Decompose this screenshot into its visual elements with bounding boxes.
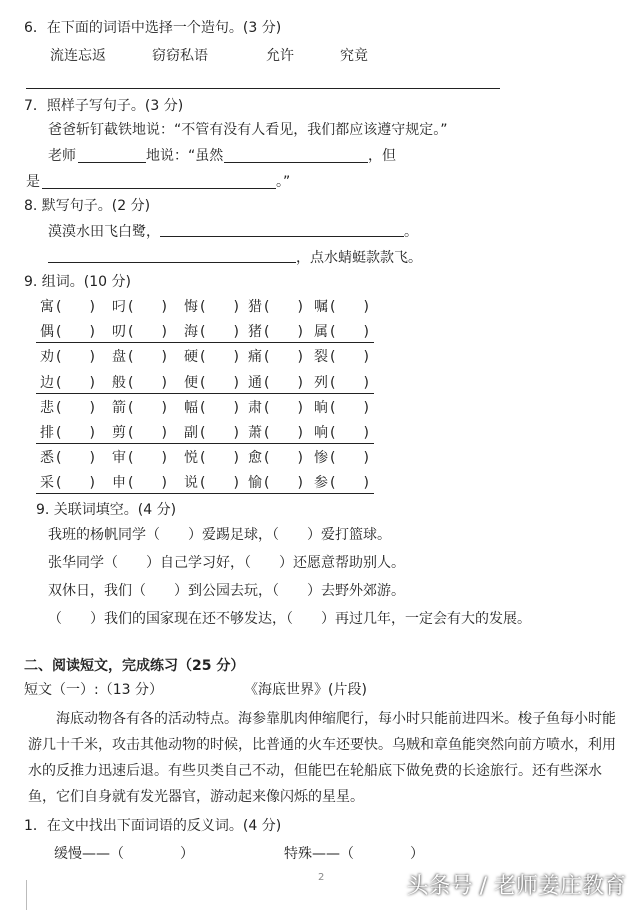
word-grid-row: [40, 372, 380, 394]
word-grid-paren[interactable]: ( ): [330, 299, 369, 315]
q8-line1: 漠漠水田飞白鹭，: [48, 224, 160, 240]
word-grid-cell[interactable]: 悦: [184, 450, 198, 467]
word-grid-paren[interactable]: ( ): [56, 425, 95, 441]
word-grid-underline: [36, 493, 374, 494]
word-grid-cell[interactable]: 盘: [112, 349, 126, 366]
q9-title: 9. 组词。(10 分): [24, 274, 131, 290]
word-grid-paren[interactable]: ( ): [128, 399, 167, 416]
word-grid-cell[interactable]: 属: [314, 324, 328, 341]
word-grid-cell[interactable]: 叼: [112, 299, 126, 315]
word-grid-cell[interactable]: 剪: [112, 425, 126, 441]
word-grid-cell[interactable]: 悔: [184, 299, 198, 315]
q8-line1-end: 。: [404, 224, 418, 240]
word-grid-cell[interactable]: 说: [184, 475, 198, 492]
reading-q1-b[interactable]: 特殊——（ ）: [284, 846, 424, 862]
word-grid-paren[interactable]: ( ): [200, 299, 239, 315]
word-grid-cell[interactable]: 硬: [184, 349, 198, 366]
word-grid-paren[interactable]: ( ): [264, 450, 303, 467]
q7-example: 爸爸斩钉截铁地说：“不管有没有人看见，我们都应该遵守规定。”: [48, 122, 448, 138]
word-grid-paren[interactable]: ( ): [330, 324, 369, 341]
word-grid-paren[interactable]: ( ): [128, 299, 167, 315]
page-number: 2: [318, 872, 325, 883]
q7-line2-a: 是: [26, 174, 40, 190]
word-grid-paren[interactable]: ( ): [200, 374, 239, 391]
q8-blank-1[interactable]: [160, 236, 404, 237]
q6-word-3: 允许: [266, 48, 294, 64]
word-grid-paren[interactable]: ( ): [128, 425, 167, 441]
word-grid-paren[interactable]: ( ): [200, 324, 239, 341]
word-grid-cell[interactable]: 海: [184, 324, 198, 341]
word-grid-cell[interactable]: 猎: [248, 299, 262, 315]
reading-paragraph: 海底动物各有各的活动特点。海参靠肌肉伸缩爬行，每小时只能前进四米。梭子鱼每小时能游几十千米，攻击其他动物的时候，比普通的火车还要快。乌贼和章鱼能突然向前方喷水，利用水的反推力迅速后退。有些贝类自己不动，但能巴在轮船底下做免费的长途旅行。还有些深水鱼，它们自身就有发光器官，游动起来像闪烁的星星。: [28, 711, 616, 805]
word-grid-cell[interactable]: 列: [314, 374, 328, 391]
q7-blank-1[interactable]: [78, 162, 146, 163]
word-grid-cell[interactable]: 痛: [248, 349, 262, 366]
word-grid-paren[interactable]: ( ): [330, 374, 369, 391]
word-grid-paren[interactable]: ( ): [128, 450, 167, 467]
q7-blank-3[interactable]: [42, 188, 276, 189]
word-grid-paren[interactable]: ( ): [264, 425, 303, 441]
reading-q1-title: 1．在文中找出下面词语的反义词。(4 分): [24, 818, 282, 834]
q6-title: 6．在下面的词语中选择一个造句。(3 分): [24, 20, 282, 36]
word-grid-cell[interactable]: 采: [40, 475, 54, 492]
q7-blank-2[interactable]: [224, 162, 368, 163]
q9b-line-1: 我班的杨帆同学（ ）爱踢足球，（ ）爱打篮球。: [48, 527, 391, 543]
q6-word-4: 究竟: [340, 48, 368, 64]
word-grid-paren[interactable]: ( ): [56, 475, 95, 492]
q9b-line-2: 张华同学（ ）自己学习好，（ ）还愿意帮助别人。: [48, 555, 405, 571]
word-grid-paren[interactable]: ( ): [56, 349, 95, 366]
word-grid-paren[interactable]: ( ): [200, 475, 239, 492]
word-grid-cell[interactable]: 幅: [184, 399, 198, 416]
word-grid-cell[interactable]: 偶: [40, 324, 54, 341]
q8-blank-2[interactable]: [48, 262, 296, 263]
word-grid-paren[interactable]: ( ): [264, 475, 303, 492]
q9b-line-4: （ ）我们的国家现在还不够发达，（ ）再过几年，一定会有大的发展。: [48, 611, 531, 627]
word-grid-cell[interactable]: 愉: [248, 475, 262, 492]
q6-answer-line[interactable]: [26, 88, 500, 89]
q9b-title: 9. 关联词填空。(4 分): [36, 502, 177, 518]
word-grid-cell[interactable]: 叨: [112, 324, 126, 341]
word-grid-paren[interactable]: ( ): [264, 324, 303, 341]
q9b-line-3: 双休日，我们（ ）到公园去玩，（ ）去野外郊游。: [48, 583, 405, 599]
word-grid-row: [40, 296, 380, 318]
q7-line1-c: ，但: [368, 148, 396, 164]
q7-line1-b: 地说：“虽然: [146, 148, 224, 164]
word-grid-paren[interactable]: ( ): [264, 399, 303, 416]
word-grid-row: [40, 472, 380, 494]
word-grid-cell[interactable]: 通: [248, 374, 262, 391]
word-grid-paren[interactable]: ( ): [330, 475, 369, 492]
word-grid-paren[interactable]: ( ): [264, 374, 303, 391]
word-grid-paren[interactable]: ( ): [200, 399, 239, 416]
word-grid-paren[interactable]: ( ): [56, 374, 95, 391]
reading-q1-a[interactable]: 缓慢——（ ）: [54, 846, 194, 862]
word-grid-cell[interactable]: 般: [112, 374, 126, 391]
word-grid-cell[interactable]: 便: [184, 374, 198, 391]
word-grid-paren[interactable]: ( ): [330, 425, 369, 441]
word-grid-row: [40, 447, 380, 469]
word-grid-cell[interactable]: 猪: [248, 324, 262, 341]
word-grid-cell[interactable]: 副: [184, 425, 198, 441]
word-grid-underline: [36, 443, 374, 444]
word-grid-row: [40, 397, 380, 419]
word-grid-paren[interactable]: ( ): [128, 324, 167, 341]
word-grid-paren[interactable]: ( ): [200, 450, 239, 467]
word-grid-cell[interactable]: 响: [314, 425, 328, 441]
word-grid-paren[interactable]: ( ): [56, 299, 95, 315]
word-grid-paren[interactable]: ( ): [264, 299, 303, 315]
word-grid-cell[interactable]: 申: [112, 475, 126, 492]
word-grid-cell[interactable]: 寓: [40, 299, 54, 315]
word-grid-paren[interactable]: ( ): [330, 450, 369, 467]
word-grid-cell[interactable]: 萧: [248, 425, 262, 441]
q6-word-1: 流连忘返: [50, 48, 106, 64]
q8-title: 8. 默写句子。(2 分): [24, 198, 151, 214]
word-grid-cell[interactable]: 惨: [314, 450, 328, 467]
word-grid-cell[interactable]: 肃: [248, 399, 262, 416]
section2-title: 二、阅读短文，完成练习（25 分）: [24, 658, 245, 674]
word-grid-row: [40, 346, 380, 368]
watermark: 头条号 / 老师姜庄教育: [406, 874, 626, 899]
word-grid-cell[interactable]: 愈: [248, 450, 262, 467]
word-grid-cell[interactable]: 裂: [314, 349, 328, 366]
word-grid-paren[interactable]: ( ): [200, 425, 239, 441]
word-grid-cell[interactable]: 审: [112, 450, 126, 467]
word-grid-paren[interactable]: ( ): [128, 349, 167, 366]
word-grid-paren[interactable]: ( ): [330, 349, 369, 366]
word-grid-cell[interactable]: 劝: [40, 349, 54, 366]
section2-sub-left: 短文（一）:（13 分）: [24, 682, 163, 698]
word-grid-cell[interactable]: 晌: [314, 399, 328, 416]
corner-mark-left: [26, 880, 27, 910]
q7-line2-b: 。”: [276, 174, 291, 190]
section2-sub-right: 《海底世界》(片段): [244, 682, 367, 698]
word-grid-cell[interactable]: 边: [40, 374, 54, 391]
word-grid-cell[interactable]: 参: [314, 475, 328, 492]
word-grid-paren[interactable]: ( ): [56, 450, 95, 467]
word-grid-row: [40, 422, 380, 444]
word-grid-row: [40, 321, 380, 343]
word-grid-underline: [36, 342, 374, 343]
word-grid-paren[interactable]: ( ): [128, 374, 167, 391]
q8-line2-end: ，点水蜻蜓款款飞。: [296, 250, 422, 266]
word-grid-underline: [36, 393, 374, 394]
word-grid-cell[interactable]: 箭: [112, 399, 126, 416]
q6-word-2: 窃窃私语: [152, 48, 208, 64]
q7-line1-a: 老师: [48, 148, 76, 164]
word-grid-paren[interactable]: ( ): [264, 349, 303, 366]
q7-title: 7．照样子写句子。(3 分): [24, 98, 184, 114]
word-grid-paren[interactable]: ( ): [128, 475, 167, 492]
word-grid-cell[interactable]: 悲: [40, 399, 54, 416]
word-grid-paren[interactable]: ( ): [56, 324, 95, 341]
word-grid-cell[interactable]: 嘱: [314, 299, 328, 315]
word-grid-paren[interactable]: ( ): [330, 399, 369, 416]
word-grid-paren[interactable]: ( ): [56, 399, 95, 416]
word-grid-paren[interactable]: ( ): [200, 349, 239, 366]
word-grid-cell[interactable]: 悉: [40, 450, 54, 467]
word-grid-cell[interactable]: 排: [40, 425, 54, 441]
